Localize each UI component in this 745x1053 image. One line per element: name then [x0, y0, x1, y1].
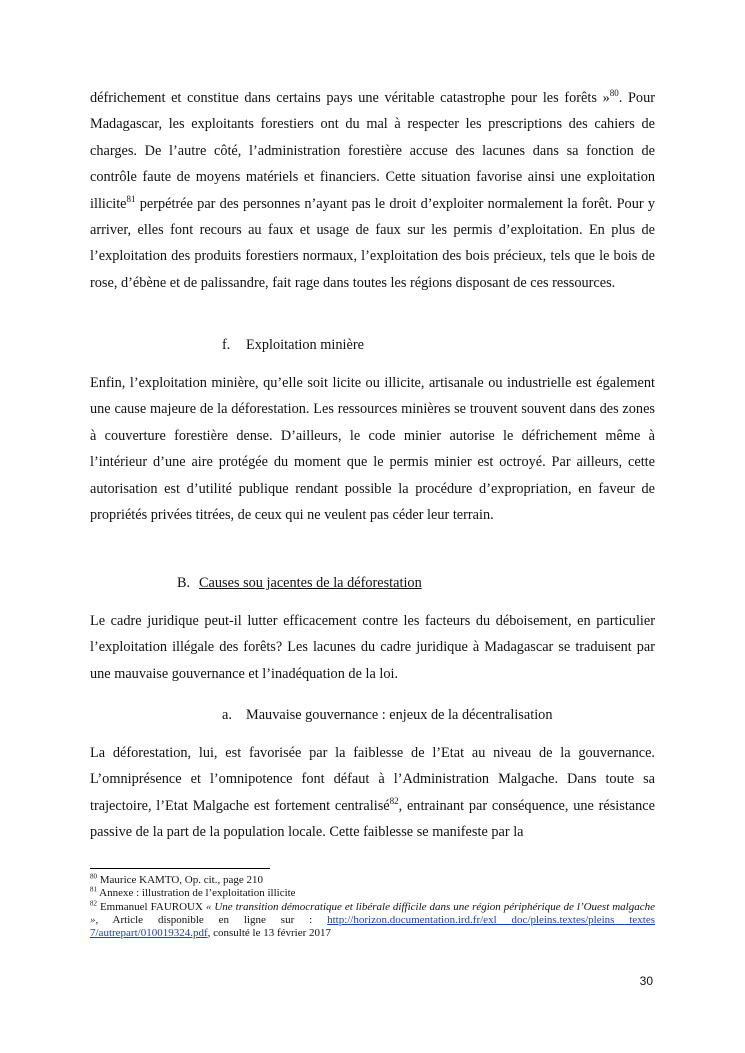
section-heading-governance [222, 705, 552, 725]
heading-marker: a. [222, 707, 232, 723]
footnote-number: 80 [90, 872, 97, 881]
heading-marker: B. [177, 575, 191, 591]
footnote-separator [90, 868, 270, 869]
paragraph-text: défrichement et constitue dans certains pays une véritable catastrophe pour les forêts » [90, 90, 610, 106]
footnote-ref-81[interactable]: 81 [126, 193, 136, 204]
footnote-text: , Article disponible en ligne sur : [95, 913, 328, 926]
paragraph-illicit-logging [90, 85, 655, 296]
footnote-text: , consulté le 13 février 2017 [207, 927, 332, 940]
footnote-ref-80[interactable]: 80 [609, 88, 619, 99]
heading-text: Causes sou jacentes de la déforestation [199, 575, 422, 591]
section-heading-underlying-causes [177, 573, 422, 593]
footnote-82 [90, 898, 655, 941]
footnotes [90, 874, 655, 940]
footnote-number: 81 [90, 885, 97, 894]
paragraph-text: perpétrée par des personnes n’ayant pas le droit d’exploiter normalement la forêt. Pour y arriver, elles font recours au faux et usage de faux sur les permis d’exploitation. En plus de l’exploitation des produits forestiers normaux, l’exploitation des bois précieux, tels que le bois de rose, d’ébène et de palissandre, fait rage dans toutes les régions disposant de ces ressources. [90, 195, 655, 291]
footnote-text: Annexe : illustration de l’exploitation illicite [97, 887, 296, 900]
page-number: 30 [639, 974, 653, 988]
footnote-author: Emmanuel FAUROUX [97, 900, 206, 913]
footnote-81 [90, 887, 655, 900]
paragraph-governance [90, 740, 655, 846]
paragraph-text: , entrainant par conséquence, une résistance passive de la part de la population locale. Cette faiblesse se manifeste par la [90, 797, 655, 841]
footnote-80 [90, 874, 655, 887]
footnote-ref-82[interactable]: 82 [389, 796, 399, 807]
footnote-link[interactable]: http://horizon.documentation.ird.fr/exl doc/pleins.textes/pleins textes 7/autrepart/010019324.pdf [90, 913, 655, 940]
paragraph-mining: Enfin, l’exploitation minière, qu’elle soit licite ou illicite, artisanale ou industrielle est également une cause majeure de la déforestation. Les ressources minières se trouvent souvent dans des zones à couverture forestière dense. D’ailleurs, le code minier autorise le défrichement même à l’intérieur d’une aire protégée du moment que le permis minier est octroyé. Par ailleurs, cette autorisation est d’utilité publique rendant possible la procédure d’expropriation, en faveur de propriétés privées titrées, de ceux qui ne veulent pas céder leur terrain. [90, 375, 655, 524]
paragraph-text: La déforestation, lui, est favorisée par la faiblesse de l’Etat au niveau de la gouvernance. L’omniprésence et l’omnipotence font défaut à l’Administration Malgache. Dans toute sa trajectoire, l’Etat Malgache est fortement centralisé [90, 745, 655, 814]
footnote-text: Maurice KAMTO, Op. cit., page 210 [97, 874, 263, 886]
footnote-article-title: « Une transition démocratique et libérale difficile dans une région périphérique de l’Ouest malgache » [90, 900, 655, 926]
footnote-number: 82 [90, 898, 97, 907]
paragraph-text: . Pour Madagascar, les exploitants forestiers ont du mal à respecter les prescriptions des cahiers de charges. De l’autre côté, l’administration forestière accuse des lacunes dans sa fonction de contrôle faute de moyens matériels et financiers. Cette situation favorise ainsi une exploitation illicite [90, 90, 655, 212]
heading-text: Mauvaise gouvernance : enjeux de la décentralisation [246, 707, 553, 723]
section-heading-mining [222, 335, 364, 355]
heading-text: Exploitation minière [246, 337, 364, 353]
paragraph-legal-framework: Le cadre juridique peut-il lutter efficacement contre les facteurs du déboisement, en particulier l’exploitation illégale des forêts? Les lacunes du cadre juridique à Madagascar se traduisent par une mauvaise gouvernance et l’inadéquation de la loi. [90, 613, 655, 682]
heading-marker: f. [222, 337, 231, 353]
